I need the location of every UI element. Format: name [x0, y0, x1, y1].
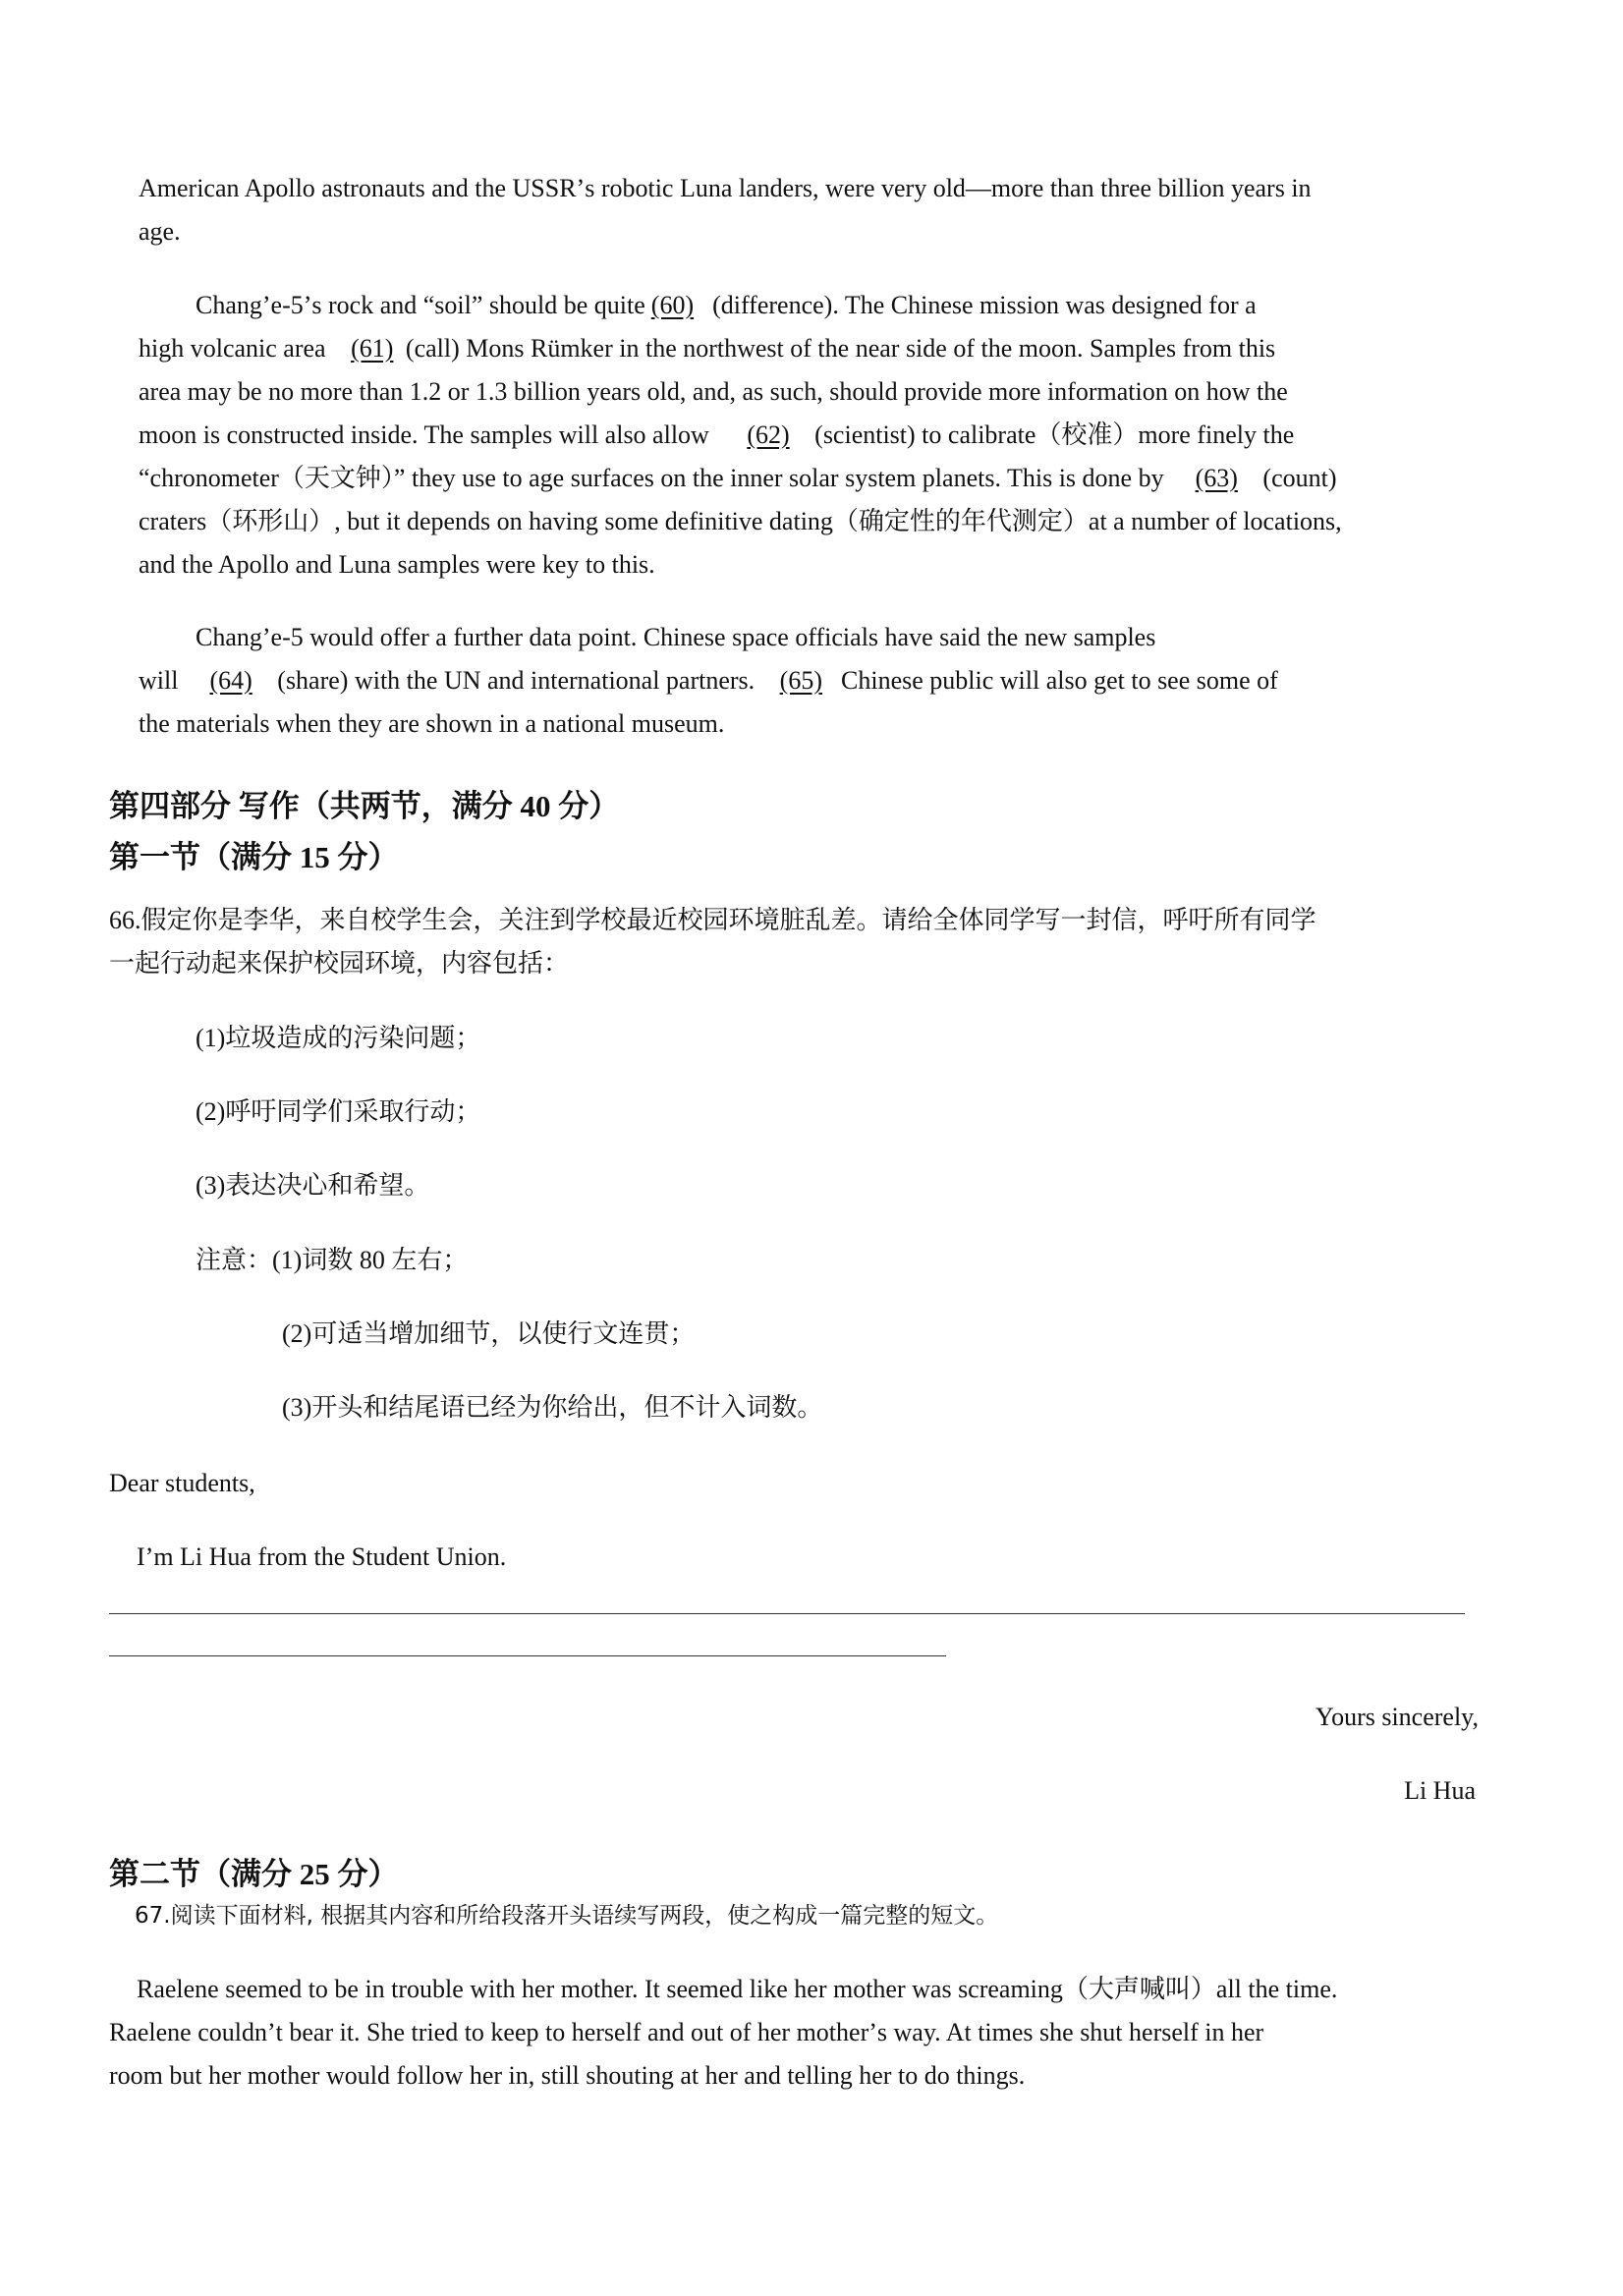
passage-p2-line7: and the Apollo and Luna samples were key to this.	[139, 550, 655, 579]
passage-p2-line5: “chronometer（天文钟）” they use to age surfaces on the inner solar system planets. This is done by (63) (count)	[139, 464, 1337, 492]
blank-60[interactable]: (60)	[650, 291, 695, 319]
q66-item-3: (3)表达决心和希望。	[196, 1171, 430, 1200]
story-line-1: Raelene seemed to be in trouble with her mother. It seemed like her mother was screaming（大声喊叫）all the time.	[137, 1975, 1338, 2003]
blank-65[interactable]: (65)	[779, 666, 822, 695]
passage-p3-line3: the materials when they are shown in a national museum.	[139, 709, 725, 738]
blank-61[interactable]: (61)	[351, 334, 394, 363]
passage-p1-line2: age.	[139, 217, 181, 246]
blank-63[interactable]: (63)	[1195, 464, 1238, 492]
section-two-title: 第二节（满分 25 分）	[109, 1857, 399, 1891]
passage-p2-line1: Changʼe-5ʼs rock and “soil” should be quite (60) (difference). The Chinese mission was designed for a	[196, 291, 1257, 319]
q66-item-2: (2)呼吁同学们采取行动；	[196, 1097, 481, 1126]
part-four-title: 第四部分 写作（共两节，满分 40 分）	[109, 789, 620, 823]
answer-line-2[interactable]	[109, 1655, 946, 1656]
blank-62[interactable]: (62)	[747, 420, 790, 449]
section-one-title: 第一节（满分 15 分）	[109, 840, 399, 874]
story-line-3: room but her mother would follow her in, still shouting at her and telling her to do things.	[109, 2061, 1026, 2090]
q67-prompt: 67.阅读下面材料, 根据其内容和所给段落开头语续写两段，使之构成一篇完整的短文。	[135, 1903, 999, 1929]
q66-note-2: (2)可适当增加细节，以使行文连贯；	[282, 1319, 696, 1348]
q66-note-3: (3)开头和结尾语已经为你给出，但不计入词数。	[282, 1393, 823, 1422]
q66-note-1: 注意：(1)词数 80 左右；	[196, 1246, 469, 1274]
passage-p3-line1: Changʼe-5 would offer a further data point. Chinese space officials have said the new samples	[196, 623, 1156, 651]
passage-p2-line2: high volcanic area (61) (call) Mons Rümker in the northwest of the near side of the moon. Samples from this	[139, 334, 1276, 363]
story-line-2: Raelene couldnʼt bear it. She tried to keep to herself and out of her motherʼs way. At times she shut herself in her	[109, 2018, 1264, 2046]
answer-line-1[interactable]	[109, 1613, 1465, 1614]
passage-p1-line1: American Apollo astronauts and the USSRʼs robotic Luna landers, were very old—more than three billion years in	[139, 174, 1312, 202]
q66-item-1: (1)垃圾造成的污染问题；	[196, 1024, 481, 1052]
blank-64[interactable]: (64)	[209, 666, 252, 695]
letter-opening: Iʼm Li Hua from the Student Union.	[137, 1542, 507, 1571]
q66-prompt-line2: 一起行动起来保护校园环境，内容包括：	[109, 949, 570, 978]
letter-closing: Yours sincerely,	[1315, 1703, 1479, 1731]
passage-p2-line6: craters（环形山）, but it depends on having some definitive dating（确定性的年代测定）at a number of locations,	[139, 507, 1342, 535]
passage-p2-line3: area may be no more than 1.2 or 1.3 billion years old, and, as such, should provide more information on how the	[139, 377, 1288, 406]
passage-p2-line4: moon is constructed inside. The samples will also allow (62) (scientist) to calibrate（校准）more finely the	[139, 420, 1295, 449]
letter-signature: Li Hua	[1404, 1776, 1476, 1805]
letter-greeting: Dear students,	[109, 1469, 255, 1497]
passage-p3-line2: will (64) (share) with the UN and international partners. (65) Chinese public will also get to see some of	[139, 666, 1278, 695]
q66-prompt-line1: 66.假定你是李华，来自校学生会，关注到学校最近校园环境脏乱差。请给全体同学写一封信，呼吁所有同学	[109, 906, 1316, 934]
